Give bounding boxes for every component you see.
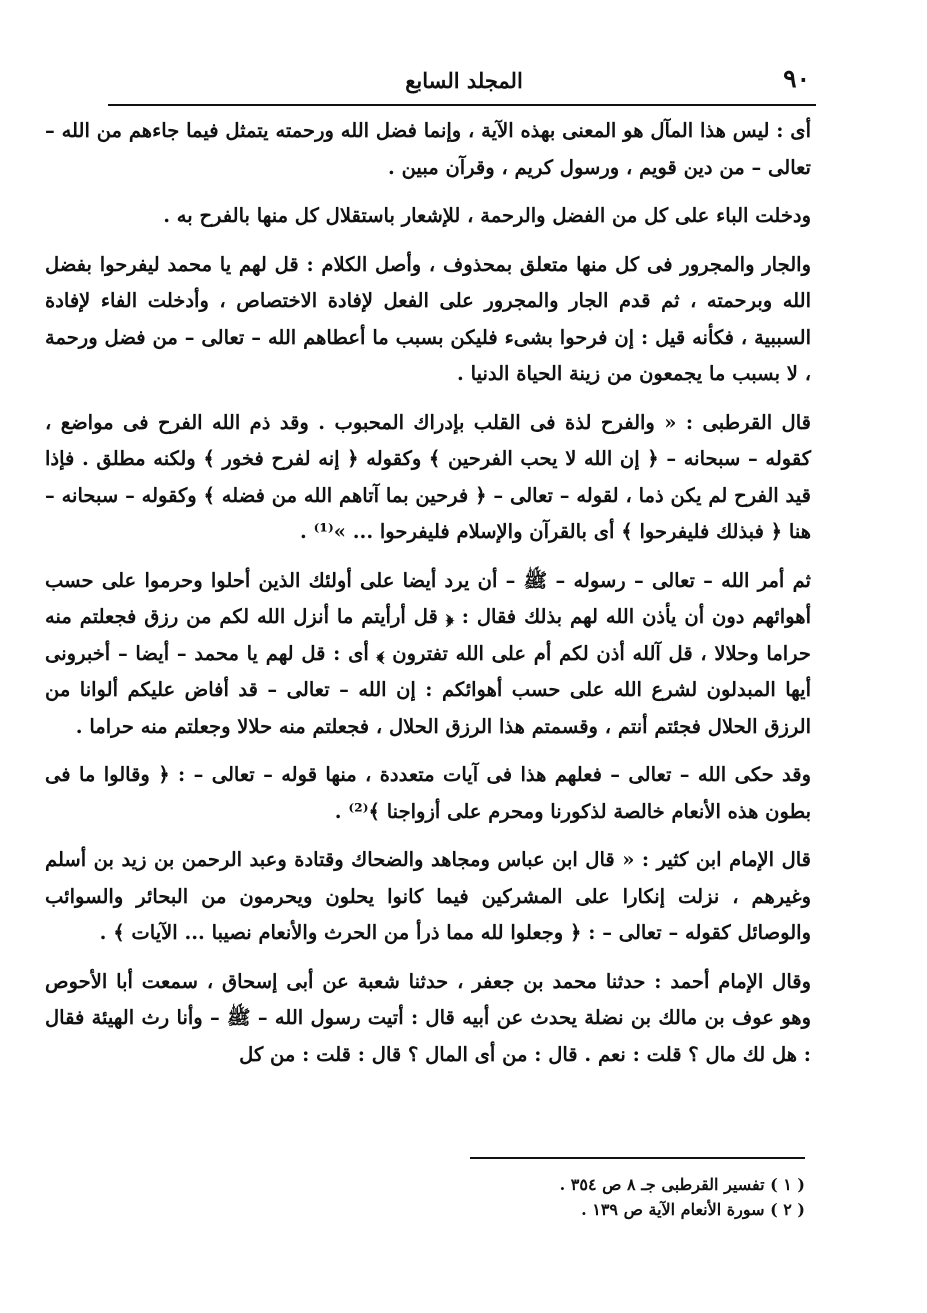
header-rule — [108, 104, 816, 106]
paragraph: وقال الإمام أحمد : حدثنا محمد بن جعفر ، حدثنا شعبة عن أبى إسحاق ، سمعت أبا الأحوص وهو عوف بن مالك بن نضلة يحدث عن أبيه قال : أتيت رسول الله – ﷺ – وأنا رث الهيئة فقال : هل لك مال ؟ قلت : نعم . قال : من أى المال ؟ قال : قلت : من كل — [45, 969, 811, 1066]
footnotes — [445, 1172, 805, 1222]
page-header — [118, 64, 810, 106]
paragraph: وقد حكى الله – تعالى – فعلهم هذا فى آيات متعددة ، منها قوله – تعالى – : ﴿ وقالوا ما فى بطون هذه الأنعام خالصة لذكورنا ومحرم على أزواجنا ﴾⁽²⁾ . — [45, 763, 811, 823]
paragraph: والجار والمجرور فى كل منها متعلق بمحذوف ، وأصل الكلام : قل لهم يا محمد ليفرحوا بفضل الله وبرحمته ، ثم قدم الجار والمجرور على الفعل لإفادة الاختصاص ، وأدخلت الفاء لإفادة السببية ، فكأنه قيل : إن فرحوا بشىء فليكن بسبب ما أعطاهم الله – تعالى – من فضل ورحمة ، لا بسبب ما يجمعون من زينة الحياة الدنيا . — [45, 252, 811, 385]
running-title: المجلد السابع — [405, 68, 523, 93]
footnote: ( ١ ) تفسير القرطبى جـ ٨ ص ٣٥٤ . — [559, 1175, 805, 1194]
page-number: ٩٠ — [783, 64, 810, 93]
body-text — [45, 113, 811, 1085]
paragraph: ودخلت الباء على كل من الفضل والرحمة ، للإشعار باستقلال كل منها بالفرح به . — [163, 204, 811, 227]
paragraph: قال القرطبى : « والفرح لذة فى القلب بإدراك المحبوب . وقد ذم الله الفرح فى مواضع ، كقوله – سبحانه – ﴿ إن الله لا يحب الفرحين ﴾ وكقوله ﴿ إنه لفرح فخور ﴾ ولكنه مطلق . فإذا قيد الفرح لم يكن ذما ، لقوله – تعالى – ﴿ فرحين بما آتاهم الله من فضله ﴾ وكقوله – سبحانه – هنا ﴿ فبذلك فليفرحوا ﴾ أى بالقرآن والإسلام فليفرحوا ... »⁽¹⁾ . — [45, 410, 811, 543]
paragraph: قال الإمام ابن كثير : « قال ابن عباس ومجاهد والضحاك وقتادة وعبد الرحمن بن زيد بن أسلم وغيرهم ، نزلت إنكارا على المشركين فيما كانوا يحلون ويحرمون من البحائر والسوائب والوصائل كقوله – تعالى – : ﴿ وجعلوا لله مما ذرأ من الحرث والأنعام نصيبا ... الآيات ﴾ . — [45, 848, 811, 944]
footnote: ( ٢ ) سورة الأنعام الآية ص ١٣٩ . — [581, 1200, 805, 1219]
paragraph: أى : ليس هذا المآل هو المعنى بهذه الآية ، وإنما فضل الله ورحمته يتمثل فيما جاءهم من الله – تعالى – من دين قويم ، ورسول كريم ، وقرآن مبين . — [45, 119, 811, 179]
paragraph: ثم أمر الله – تعالى – رسوله – ﷺ – أن يرد أيضا على أولئك الذين أحلوا وحرموا على حسب أهوائهم دون أن يأذن الله لهم بذلك فقال : ﴿ قل أرأيتم ما أنزل الله لكم من رزق فجعلتم منه حراما وحلالا ، قل آلله أذن لكم أم على الله تفترون ﴾ أى : قل لهم يا محمد – أيضا – أخبرونى أيها المبدلون لشرع الله على حسب أهوائكم : إن الله – تعالى – قد أفاض عليكم ألوانا من الرزق الحلال فجئتم أنتم ، وقسمتم هذا الرزق الحلال ، فجعلتم منه حلالا وجعلتم منه حراما . — [45, 568, 811, 738]
footnote-rule — [470, 1157, 805, 1159]
